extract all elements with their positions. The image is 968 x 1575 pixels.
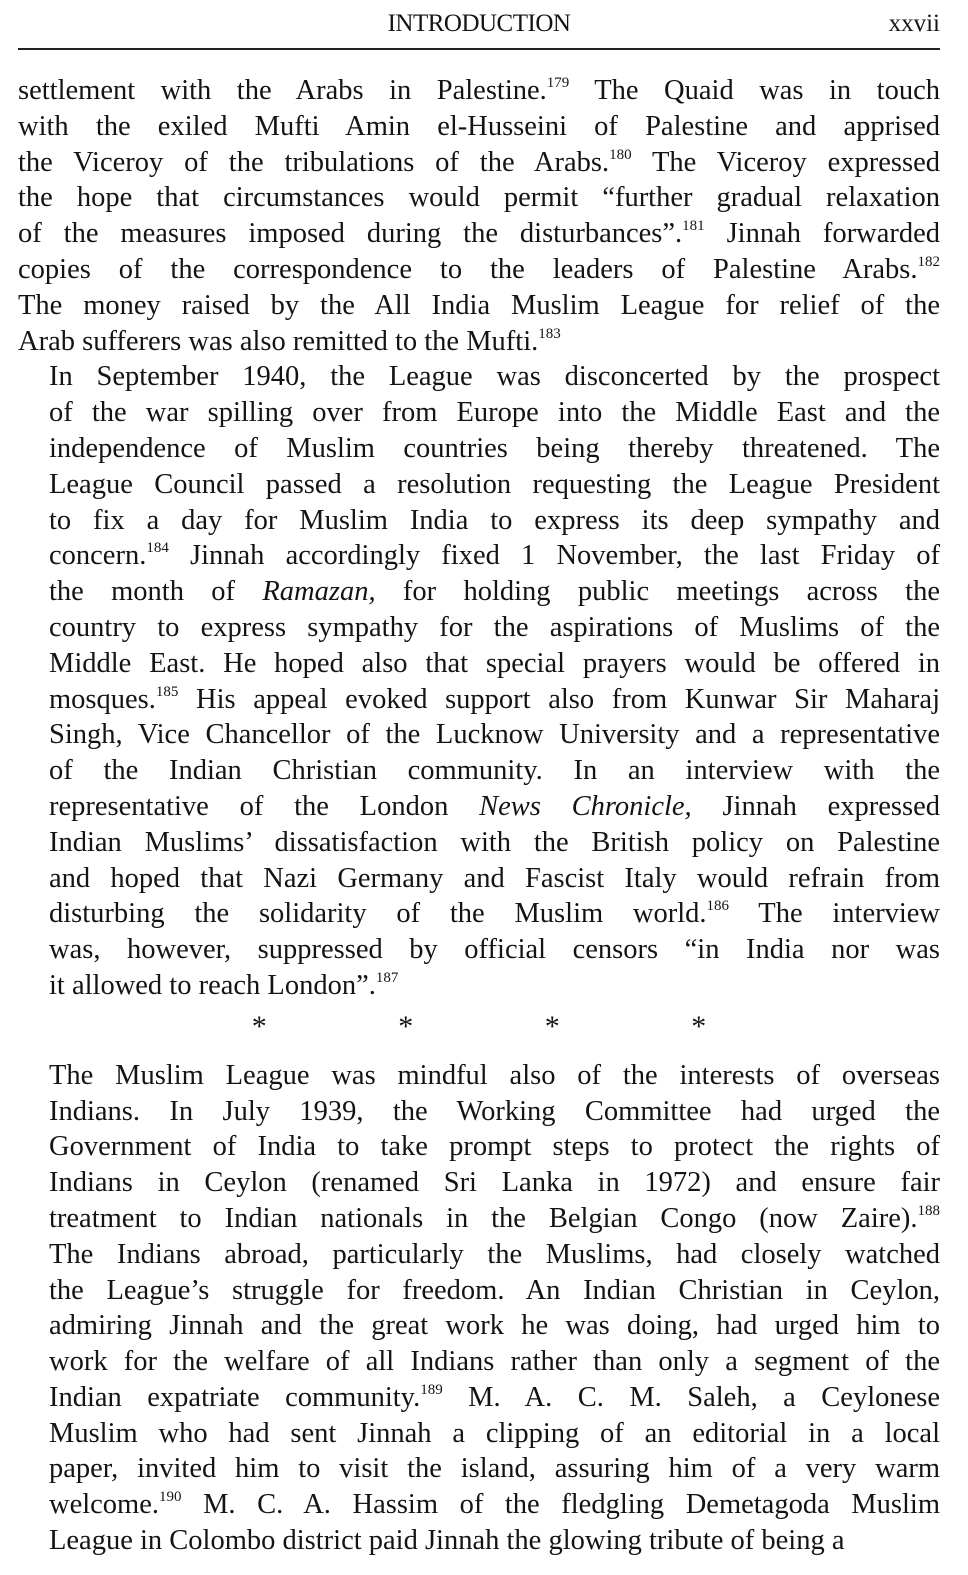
text-run: welcome. [49,1489,159,1521]
text-run: M. C. A. Hassim of the fledgling Demetagoda Muslim [181,1489,940,1521]
text-run: Jinnah accordingly fixed 1 November, the last Friday of [168,540,940,572]
text-line [18,1094,940,1130]
text-run: the Viceroy of the tribulations of the Arabs. [18,146,610,178]
text-run: of the war spilling over from Europe into the Middle East and the [49,397,940,429]
text-run: The money raised by the All India Muslim League for relief of the [18,289,940,321]
text-run: Indians in Ceylon (renamed Sri Lanka in 1972) and ensure fair [49,1167,940,1199]
text-run: for holding public meetings across the [375,576,940,608]
text-run: His appeal evoked support also from Kunwar Sir Maharaj [178,683,940,715]
text-run: League in Colombo district paid Jinnah the glowing tribute of being a [49,1525,845,1557]
text-line [18,109,940,145]
footnote-ref: 189 [420,1381,443,1398]
text-run: The Muslim League was mindful also of the interests of overseas [49,1059,940,1091]
text-line [18,1523,940,1559]
footnote-ref: 182 [917,253,940,270]
text-run: The Viceroy expressed [631,146,941,178]
running-head [18,6,940,40]
footnote-ref: 180 [609,146,632,163]
text-run: the month of [49,576,263,608]
text-run: Arab sufferers was also remitted to the Mufti. [18,325,539,357]
text-line [18,574,940,610]
text-line [18,1165,940,1201]
text-line [18,682,940,718]
text-line [18,896,940,932]
page-number: xxvii [888,10,940,37]
footnote-ref: 185 [155,683,179,700]
text-line [18,467,940,503]
footnote-ref: 188 [917,1202,940,1219]
footnote-ref: 179 [546,75,570,91]
text-run: admiring Jinnah and the great work he was doing, had urged him to [49,1310,940,1342]
text-run: The interview [729,898,941,930]
text-line [18,1058,940,1094]
text-line [18,825,940,861]
text-line [18,610,940,646]
text-line [18,1416,940,1452]
text-line [18,932,940,968]
footnote-ref: 184 [146,540,169,557]
text-run: it allowed to reach London”. [49,969,376,1001]
body-text [18,73,940,1559]
text-line [18,73,940,109]
text-run: Indians. In July 1939, the Working Committee had urged the [49,1095,940,1127]
text-run: concern. [49,540,147,572]
text-run: Indian expatriate community. [49,1381,421,1413]
text-line [18,1201,940,1237]
text-run: Jinnah forwarded [704,218,941,250]
text-run: Singh, Vice Chancellor of the Lucknow University and a representative [49,719,940,751]
text-run: and hoped that Nazi Germany and Fascist Italy would refrain from [49,862,940,894]
text-line [18,1273,940,1309]
footnote-ref: 181 [682,218,705,235]
text-line [18,753,940,789]
footnote-ref: 190 [159,1489,182,1506]
footnote-ref: 186 [706,898,730,915]
text-run: settlement with the Arabs in Palestine. [18,75,547,106]
paragraph [18,73,940,359]
text-run: was, however, suppressed by official censors “in India nor was [49,934,940,966]
text-run: representative of the London [49,790,480,822]
footnote-ref: 183 [538,325,561,342]
text-run: of the measures imposed during the disturbances”. [18,218,683,250]
text-line [18,252,940,288]
text-run: Muslim who had sent Jinnah a clipping of an editorial in a local [49,1417,940,1449]
text-line [18,503,940,539]
text-run: of the Indian Christian community. In an interview with the [49,755,940,787]
text-line [18,968,940,1004]
italic-text: Ramazan, [262,576,376,608]
text-run: The Quaid was in touch [569,75,940,106]
text-run: The Indians abroad, particularly the Muslims, had closely watched [49,1238,940,1270]
text-run: treatment to Indian nationals in the Belgian Congo (now Zaire). [49,1202,918,1234]
text-line [18,717,940,753]
text-run: country to express sympathy for the aspirations of Muslims of the [49,611,940,643]
text-run: the League’s struggle for freedom. An Indian Christian in Ceylon, [49,1274,940,1306]
text-run: In September 1940, the League was disconcerted by the prospect [49,361,940,393]
text-run: with the exiled Mufti Amin el-Husseini of Palestine and apprised [18,110,940,142]
text-line [18,216,940,252]
text-line [18,145,940,181]
text-run: disturbing the solidarity of the Muslim world. [49,898,707,930]
text-run: paper, invited him to visit the island, assuring him of a very warm [49,1453,940,1485]
paragraph [18,1058,940,1559]
text-line [18,1487,940,1523]
section-break: * * * * [251,1009,769,1043]
text-line [18,180,940,216]
text-line [18,789,940,825]
text-line [18,395,940,431]
text-line [18,538,940,574]
paragraph [18,359,940,1003]
text-line [18,1129,940,1165]
text-run: League Council passed a resolution requesting the League President [49,468,940,500]
text-line [18,1380,940,1416]
text-line [18,431,940,467]
text-line [18,359,940,395]
text-run: the hope that circumstances would permit “further gradual relaxation [18,182,940,214]
text-run: work for the welfare of all Indians rather than only a segment of the [49,1346,940,1378]
text-line [18,1308,940,1344]
text-run: independence of Muslim countries being thereby threatened. The [49,432,940,464]
text-run: M. A. C. M. Saleh, a Ceylonese [442,1381,941,1413]
text-line [18,861,940,897]
italic-text: News Chronicle, [479,790,692,822]
text-line [18,646,940,682]
chapter-title: INTRODUCTION [387,10,571,37]
text-run: mosques. [49,683,156,715]
text-line [18,288,940,324]
text-run: Middle East. He hoped also that special prayers would be offered in [49,647,940,679]
text-line [18,1451,940,1487]
text-run: to fix a day for Muslim India to express its deep sympathy and [49,504,940,536]
text-run: Jinnah expressed [691,790,940,822]
footnote-ref: 187 [375,969,399,986]
text-line [18,324,940,360]
text-run: Government of India to take prompt steps to protect the rights of [49,1131,940,1163]
text-line [18,1344,940,1380]
text-run: Indian Muslims’ dissatisfaction with the British policy on Palestine [49,826,940,858]
header-rule [18,48,940,50]
text-run: copies of the correspondence to the leaders of Palestine Arabs. [18,253,918,285]
text-line [18,1237,940,1273]
